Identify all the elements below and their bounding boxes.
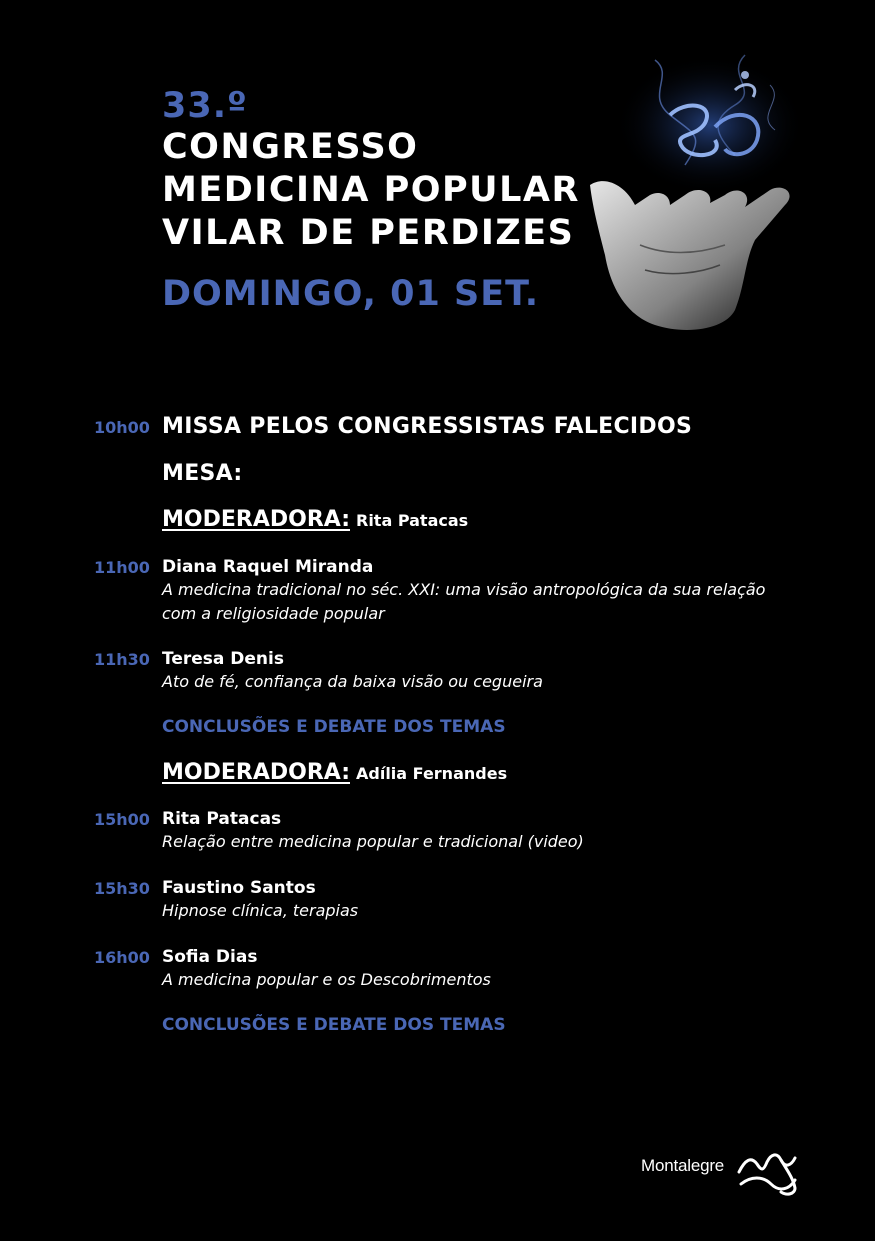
time-label: 15h00 [94,810,150,829]
talk-title: Ato de fé, confiança da baixa visão ou cegueira [162,672,543,691]
time-label: 10h00 [94,418,150,437]
time-label: 11h30 [94,650,150,669]
title-line-1: CONGRESSO [162,127,419,167]
title-line-2: MEDICINA POPULAR [162,170,580,210]
time-label: 15h30 [94,879,150,898]
speaker-name: Teresa Denis [162,649,284,669]
hand-with-om-smoke-icon [585,45,815,335]
title-line-3: VILAR DE PERDIZES [162,213,575,253]
edition-number: 33.º [162,86,248,126]
time-label: 11h00 [94,558,150,577]
poster-header [162,86,580,255]
moderator-name: Rita Patacas [356,511,469,530]
speaker-name: Diana Raquel Miranda [162,557,374,577]
time-label: 16h00 [94,948,150,967]
logo-text: Montalegre [641,1156,725,1175]
moderator-name: Adília Fernandes [356,764,508,783]
montalegre-waves-icon [737,1150,799,1198]
opening-title: MISSA PELOS CONGRESSISTAS FALECIDOS [162,414,693,439]
talk-title: A medicina popular e os Descobrimentos [162,970,491,989]
conclusions-label: CONCLUSÕES E DEBATE DOS TEMAS [162,717,506,737]
talk-title: Hipnose clínica, terapias [162,901,359,920]
speaker-name: Sofia Dias [162,947,258,967]
event-date: DOMINGO, 01 SET. [162,274,540,314]
talk-title: Relação entre medicina popular e tradicional (video) [162,832,584,851]
speaker-name: Rita Patacas [162,809,282,829]
montalegre-logo [641,1150,801,1200]
speaker-name: Faustino Santos [162,878,316,898]
conclusions-label: CONCLUSÕES E DEBATE DOS TEMAS [162,1015,506,1035]
talk-title-line-1: A medicina tradicional no séc. XXI: uma visão antropológica da sua relação [162,580,766,599]
moderator-label: MODERADORA: [162,507,350,532]
talk-title-line-2: com a religiosidade popular [162,604,385,623]
mesa-label: MESA: [162,461,243,486]
moderator-label: MODERADORA: [162,760,350,785]
